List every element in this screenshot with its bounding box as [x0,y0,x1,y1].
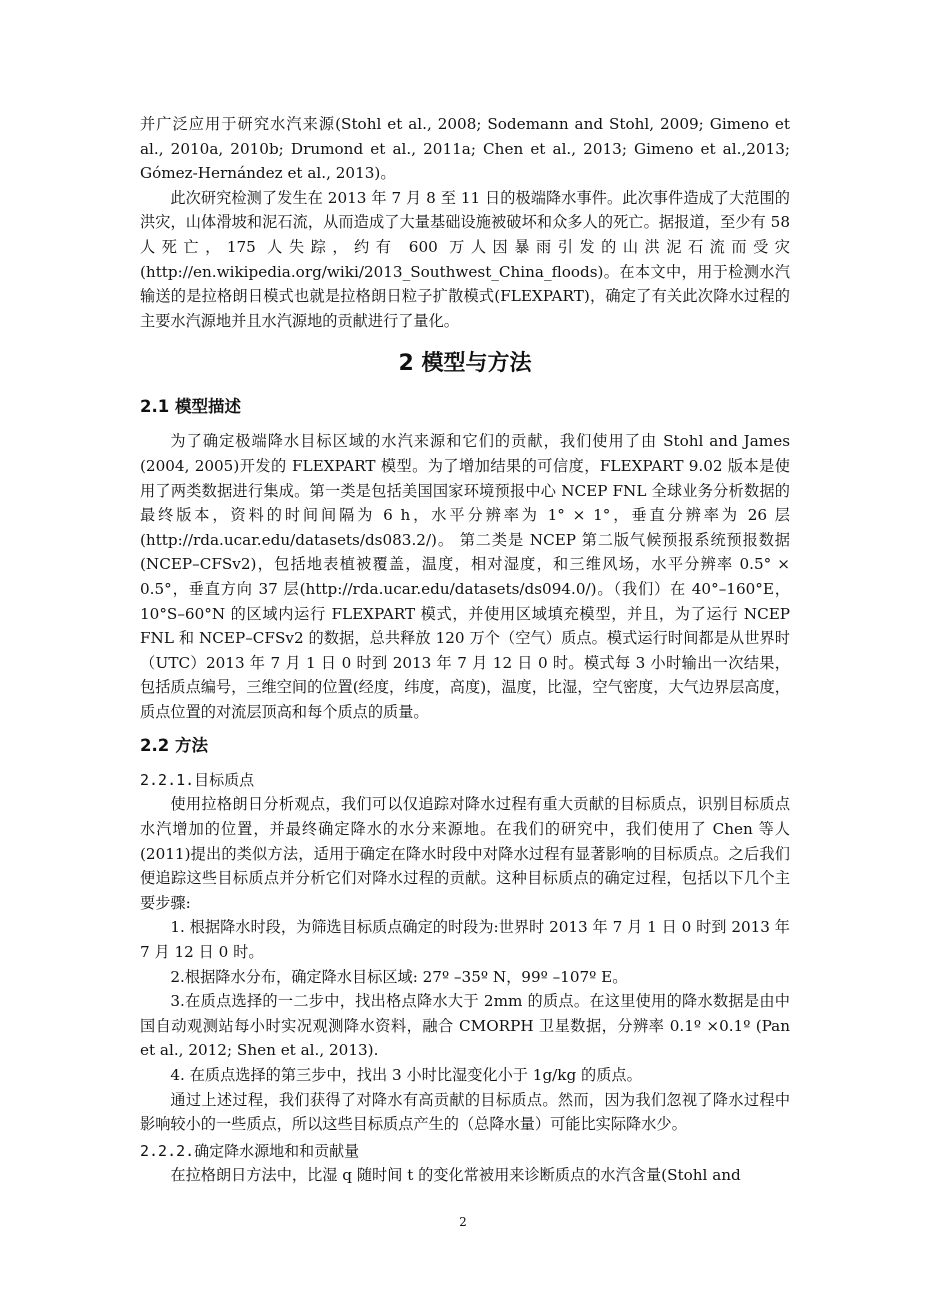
intro-paragraph-1: 并广泛应用于研究水汽来源(Stohl et al., 2008; Sodemann and Stohl, 2009; Gimeno et al., 2010a, 2010b; Drumond et al., 2011a; Chen et al., 2013; Gimeno et al.,2013; Gómez-Hernández et al., 2013)。 [140,115,790,183]
section-title: 2 模型与方法 [398,351,532,377]
step-item: 2.根据降水分布，确定降水目标区域: 27º –35º N，99º –107º E。 [170,967,628,986]
page-number: 2 [459,1215,467,1229]
summary-paragraph: 通过上述过程，我们获得了对降水有高贡献的目标质点。然而，因为我们忽视了降水过程中影响较小的一些质点，所以这些目标质点产生的（总降水量）可能比实际降水少。 [140,1090,790,1134]
subsection-title-2-1: 2.1 模型描述 [140,397,241,417]
step-item: 4. 在质点选择的第三步中，找出 3 小时比湿变化小于 1g/kg 的质点。 [170,1066,642,1084]
subsubsection-title-2-2-1: 2.2.1.目标质点 [140,771,255,790]
intro-paragraph-2: 此次研究检测了发生在 2013 年 7 月 8 至 11 日的极端降水事件。此次事件造成了大范围的洪灾，山体滑坡和泥石流，从而造成了大量基础设施被破坏和众多人的死亡。据报道，至少有 58 人死亡，175 人失踪，约有 600 万人因暴雨引发的山洪泥石流而受灾(http://en.wikipedia.org/wiki/2013_Southwest_China_floods)。在本文中，用于检测水汽输送的是拉格朗日模式也就是拉格朗日粒子扩散模式(FLEXPART)，确定了有关此次降水过程的主要水汽源地并且水汽源地的贡献进行了量化。 [140,188,790,330]
subsection-title-2-2: 2.2 方法 [140,736,208,756]
document-page [140,112,790,1187]
model-description-paragraph: 为了确定极端降水目标区域的水汽来源和它们的贡献，我们使用了由 Stohl and James (2004, 2005)开发的 FLEXPART 模型。为了增加结果的可信度，FLEXPART 9.02 版本是使用了两类数据进行集成。第一类是包括美国国家环境预报中心 NCEP FNL 全球业务分析数据的最终版本，资料的时间间隔为 6 h，水平分辨率为 1° × 1°，垂直分辨率为 26 层(http://rda.ucar.edu/datasets/ds083.2/)。 第二类是 NCEP 第二版气候预报系统预报数据(NCEP–CFSv2)，包括地表植被覆盖，温度，相对湿度，和三维风场，水平分辨率 0.5° × 0.5°，垂直方向 37 层(http://rda.ucar.edu/datasets/ds094.0/)。（我们）在 40°–160°E，10°S–60°N 的区域内运行 FLEXPART 模式，并使用区域填充模型，并且，为了运行 NCEP FNL 和 NCEP–CFSv2 的数据，总共释放 120 万个（空气）质点。模式运行时间都是从世界时（UTC）2013 年 7 月 1 日 0 时到 2013 年 7 月 12 日 0 时。模式每 3 小时输出一次结果，包括质点编号，三维空间的位置(经度，纬度，高度)，温度，比湿，空气密度，大气边界层高度，质点位置的对流层顶高和每个质点的质量。 [140,432,790,721]
step-item: 1. 根据降水时段，为筛选目标质点确定的时段为:世界时 2013 年 7 月 1 日 0 时到 2013 年 7 月 12 日 0 时。 [140,918,790,962]
subsubsection-title-2-2-2: 2.2.2.确定降水源地和和贡献量 [140,1141,360,1160]
step-item: 3.在质点选择的一二步中，找出格点降水大于 2mm 的质点。在这里使用的降水数据是由中国自动观测站每小时实况观测降水资料，融合 CMORPH 卫星数据，分辨率 0.1º ×0.1º (Pan et al., 2012; Shen et al., 2013). [140,992,790,1060]
target-particles-paragraph: 使用拉格朗日分析观点，我们可以仅追踪对降水过程有重大贡献的目标质点，识别目标质点水汽增加的位置，并最终确定降水的水分来源地。在我们的研究中，我们使用了 Chen 等人(2011)提出的类似方法，适用于确定在降水时段中对降水过程有显著影响的目标质点。之后我们便追踪这些目标质点并分析它们对降水过程的贡献。这种目标质点的确定过程，包括以下几个主要步骤: [140,795,790,912]
source-contribution-paragraph: 在拉格朗日方法中，比湿 q 随时间 t 的变化常被用来诊断质点的水汽含量(Stohl and [170,1165,741,1184]
